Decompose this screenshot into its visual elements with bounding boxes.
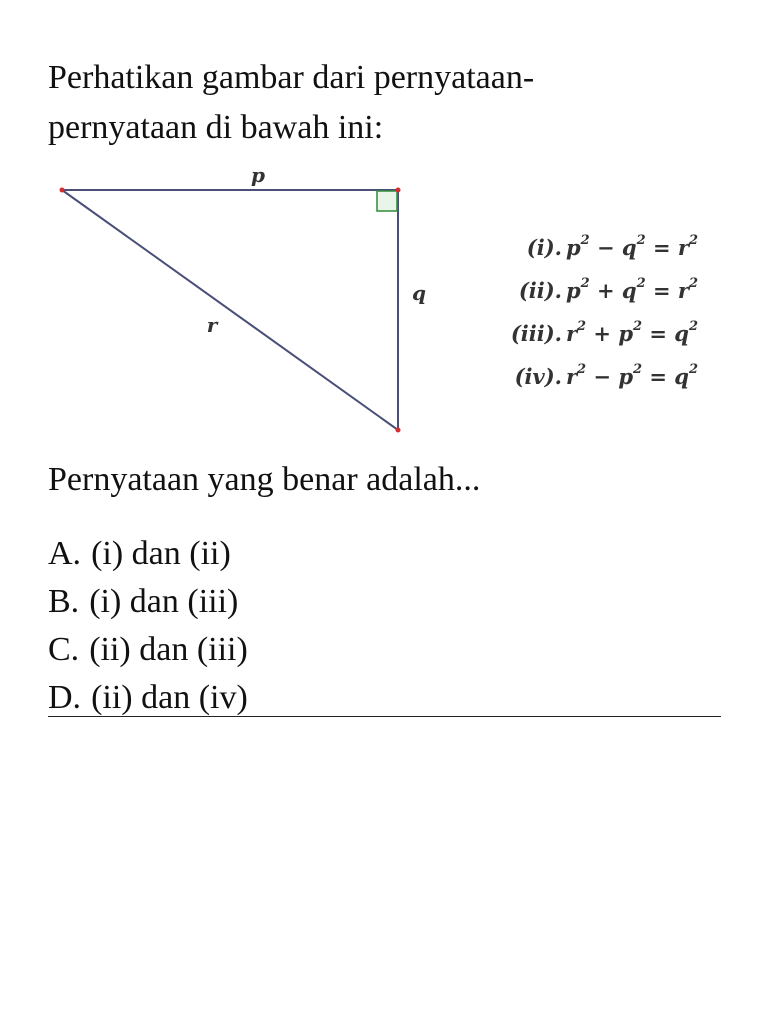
statement-4: (iv). $r^2 - p^2 = q^2$ — [514, 362, 698, 389]
term: q — [621, 235, 637, 260]
statement-number: (iv). — [514, 364, 562, 389]
term: q — [621, 278, 637, 303]
term: q — [674, 321, 689, 346]
option-a[interactable] — [48, 530, 248, 578]
option-text: (ii) dan (iv) — [91, 679, 248, 716]
vertex-top-right — [396, 188, 401, 193]
term: p — [565, 278, 581, 303]
term: r — [565, 364, 578, 389]
statement-2: (ii). $p^2 + q^2 = r^2$ — [518, 276, 698, 303]
statement-number: (ii). — [518, 278, 562, 303]
operator: − — [593, 364, 611, 389]
statement-number: (i). — [526, 235, 562, 260]
term: r — [677, 235, 689, 260]
term: p — [618, 321, 633, 346]
option-text: (i) dan (iii) — [89, 583, 239, 620]
operator: − — [597, 235, 615, 260]
option-d[interactable] — [48, 674, 248, 722]
option-b[interactable] — [48, 578, 248, 626]
vertex-left — [60, 188, 65, 193]
option-text: (ii) dan (iii) — [89, 631, 248, 668]
question-text-line-1: Perhatikan gambar dari pernyataan- — [48, 59, 535, 96]
label-p: p — [251, 163, 265, 187]
question-text-line-2: pernyataan di bawah ini: — [48, 109, 384, 146]
vertex-bottom — [396, 428, 401, 433]
option-letter: A. — [48, 535, 82, 572]
term: p — [618, 364, 633, 389]
operator: + — [593, 321, 611, 346]
option-letter: D. — [48, 679, 82, 716]
statement-1: (i). $p^2 - q^2 = r^2$ — [526, 233, 698, 260]
question-prompt: Pernyataan yang benar adalah... — [48, 461, 481, 498]
side-r-line — [62, 190, 398, 430]
statement-list — [478, 222, 698, 394]
answer-options — [48, 530, 248, 722]
term: r — [565, 321, 578, 346]
label-r: r — [206, 313, 218, 337]
option-text: (i) dan (ii) — [91, 535, 231, 572]
option-c[interactable] — [48, 626, 248, 674]
term: q — [674, 364, 689, 389]
option-letter: C. — [48, 631, 80, 668]
divider-line — [48, 716, 721, 717]
figure-block — [46, 160, 746, 450]
label-q: q — [412, 281, 426, 305]
option-letter: B. — [48, 583, 80, 620]
statement-3: (iii). $r^2 + p^2 = q^2$ — [510, 319, 698, 346]
statement-number: (iii). — [510, 321, 562, 346]
operator: + — [597, 278, 615, 303]
term: r — [677, 278, 689, 303]
right-angle-marker — [377, 191, 397, 211]
term: p — [565, 235, 581, 260]
